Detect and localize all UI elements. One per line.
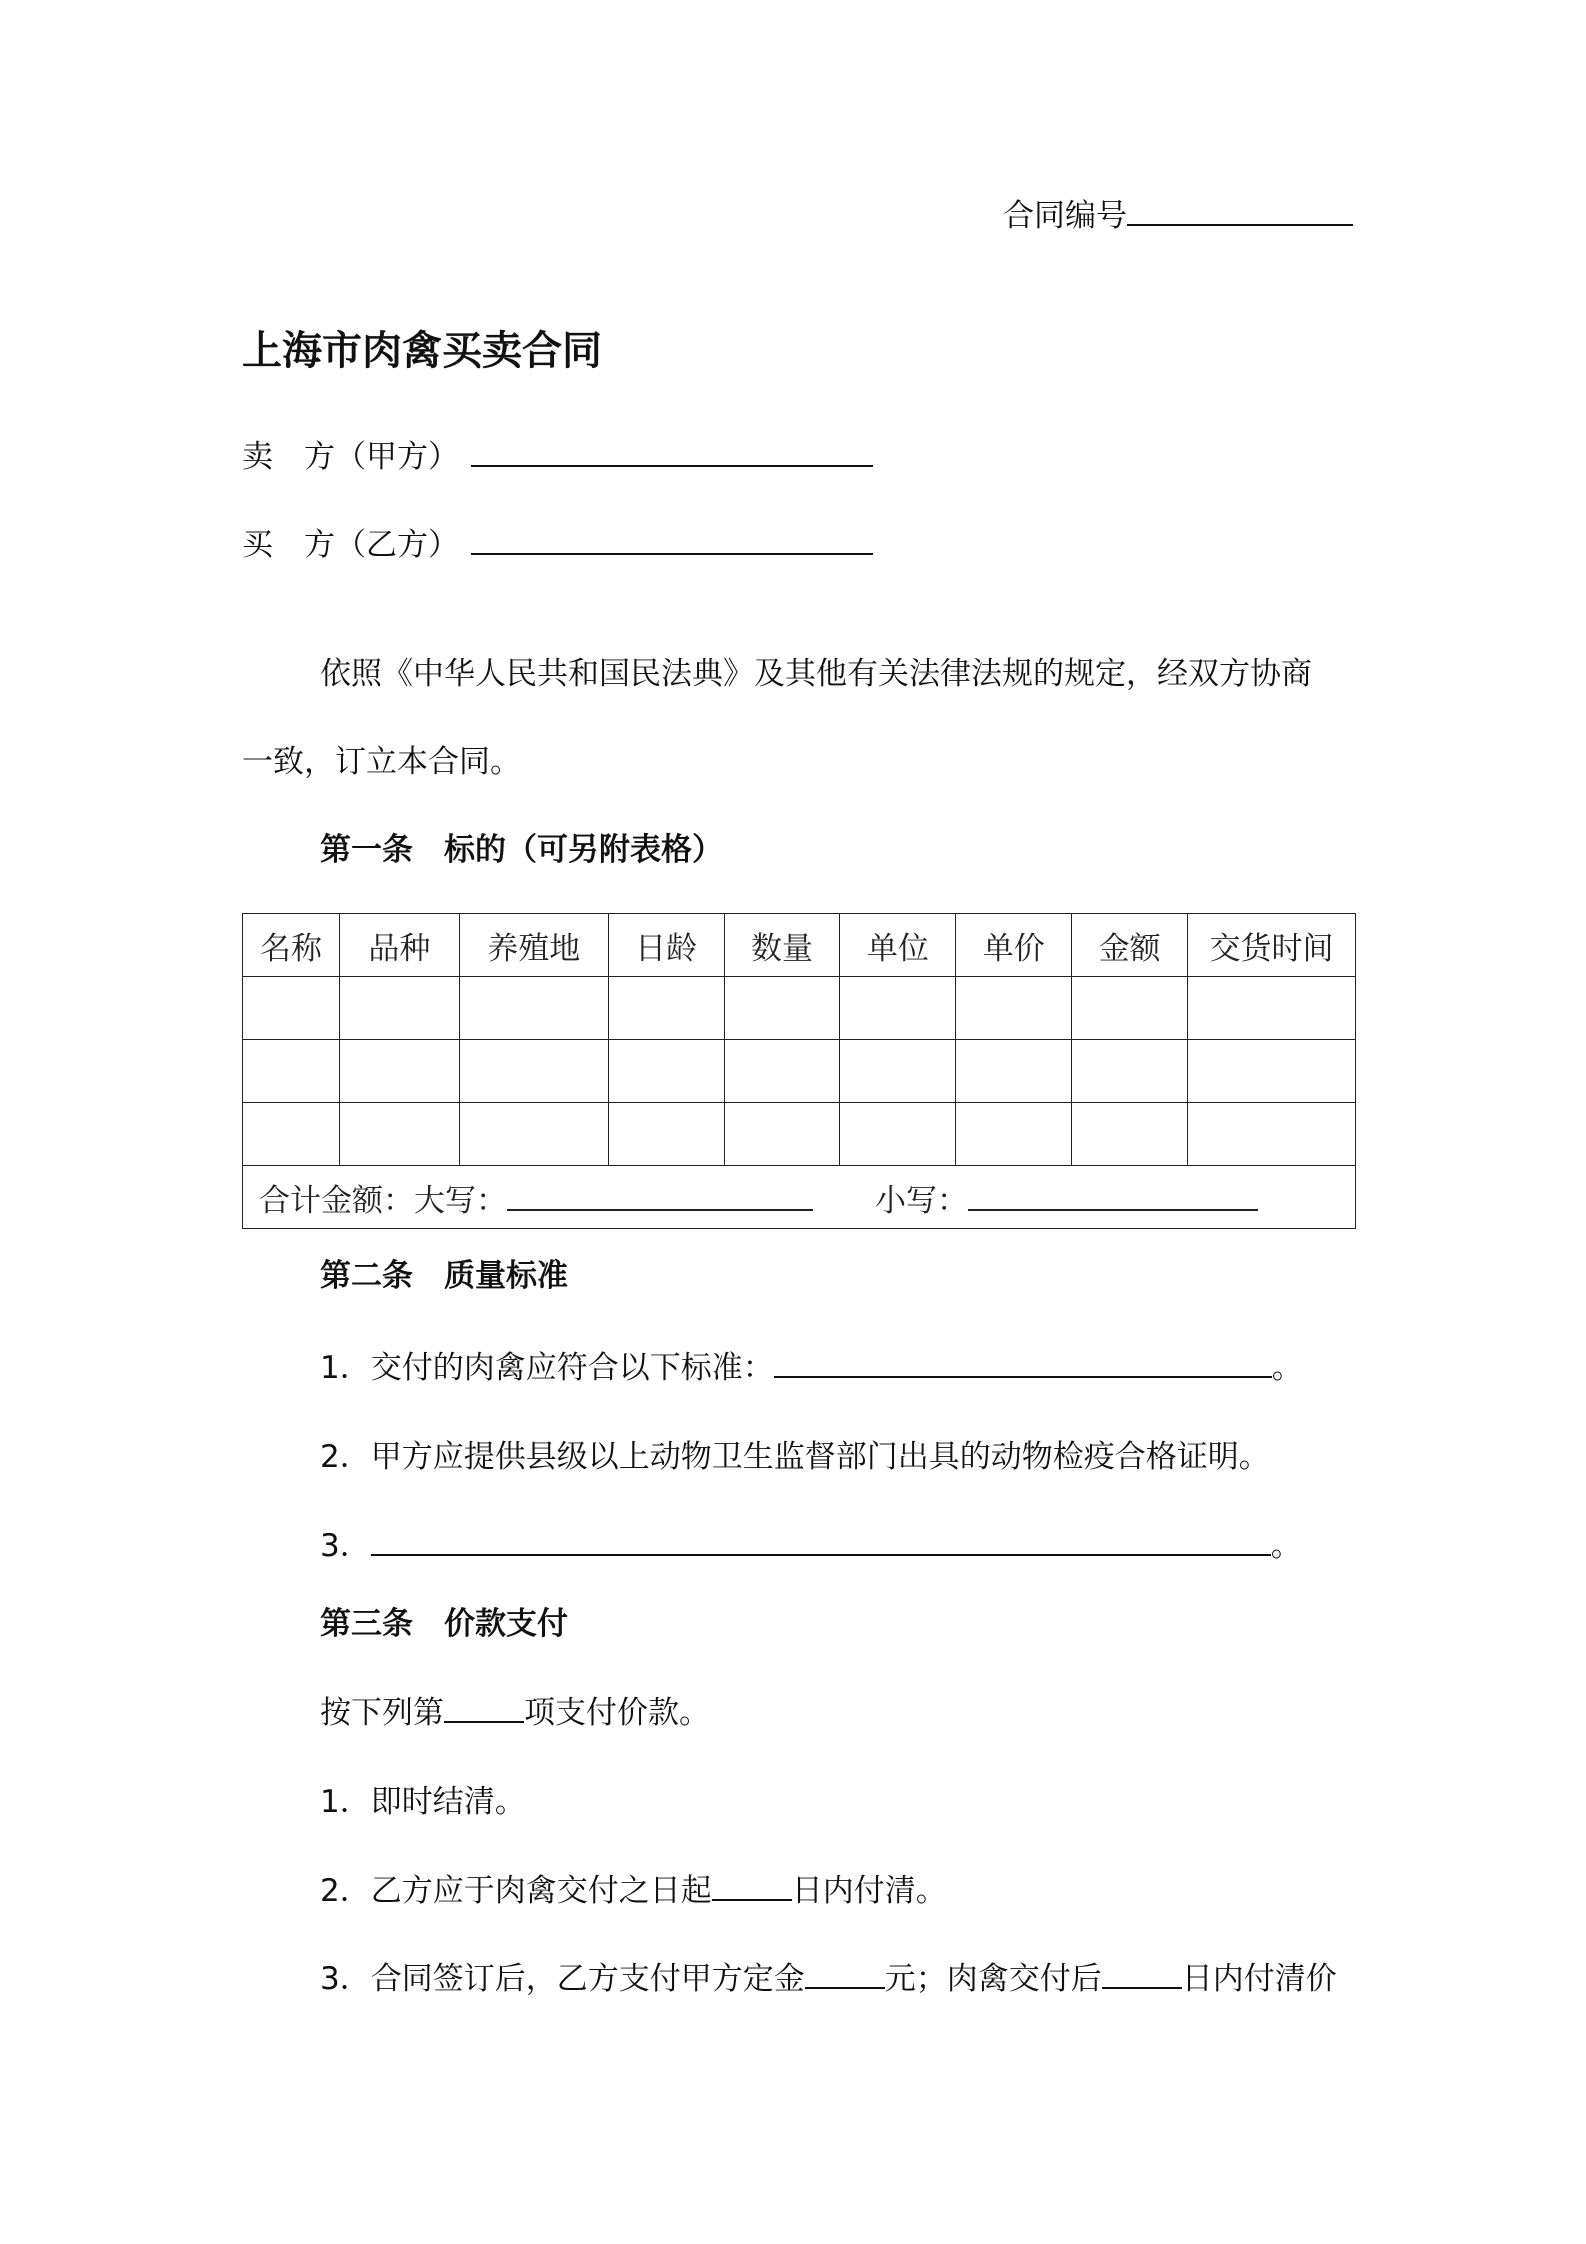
header-age-days: 日龄 (608, 914, 724, 977)
goods-table-header-row (243, 914, 1356, 977)
buyer-label: 买 方（乙方） (242, 527, 459, 563)
table-cell[interactable] (840, 1103, 956, 1166)
contract-number-label: 合同编号 (1003, 198, 1127, 234)
buyer-field[interactable] (471, 525, 873, 555)
total-amount-cell (243, 1166, 1356, 1229)
table-cell[interactable] (1188, 1040, 1356, 1103)
article-3-item-1: 1．即时结清。 (320, 1784, 526, 1820)
article-3-heading: 第三条 价款支付 (320, 1606, 568, 1642)
header-unit: 单位 (840, 914, 956, 977)
header-quantity: 数量 (724, 914, 840, 977)
table-cell[interactable] (840, 1040, 956, 1103)
article-3-item-3 (320, 1959, 1337, 1999)
table-cell[interactable] (339, 1103, 459, 1166)
article-3-item-2-prefix: 2．乙方应于肉禽交付之日起 (320, 1873, 712, 1909)
table-cell[interactable] (1188, 977, 1356, 1040)
article-2-item-3-field[interactable] (371, 1526, 1271, 1556)
preamble-line-1: 依照《中华人民共和国民法典》及其他有关法律法规的规定，经双方协商 (320, 656, 1312, 692)
table-cell[interactable] (1072, 1103, 1188, 1166)
header-delivery-time: 交货时间 (1188, 914, 1356, 977)
article-2-item-3 (320, 1526, 1302, 1566)
table-row (243, 977, 1356, 1040)
table-cell[interactable] (243, 977, 340, 1040)
contract-number-field[interactable] (1127, 196, 1353, 226)
table-cell[interactable] (339, 977, 459, 1040)
table-row (243, 1040, 1356, 1103)
article-2-item-1 (320, 1348, 1303, 1388)
article-2-item-3-period: 。 (1270, 1528, 1302, 1564)
goods-table (242, 913, 1356, 1229)
table-cell[interactable] (459, 1040, 608, 1103)
table-cell[interactable] (243, 1103, 340, 1166)
table-cell[interactable] (608, 1040, 724, 1103)
table-cell[interactable] (724, 977, 840, 1040)
article-2-heading: 第二条 质量标准 (320, 1258, 568, 1294)
table-cell[interactable] (1072, 1040, 1188, 1103)
article-3-intro-prefix: 按下列第 (320, 1695, 444, 1731)
deposit-amount-field[interactable] (805, 1959, 885, 1989)
table-cell[interactable] (608, 1103, 724, 1166)
payment-option-field[interactable] (444, 1693, 524, 1723)
seller-row (242, 437, 873, 477)
buyer-row (242, 525, 873, 565)
table-cell[interactable] (724, 1103, 840, 1166)
article-3-intro-suffix: 项支付价款。 (524, 1695, 710, 1731)
seller-label: 卖 方（甲方） (242, 439, 459, 475)
document-title: 上海市肉禽买卖合同 (242, 328, 602, 374)
article-3-item-3-part-2: 元；肉禽交付后 (884, 1961, 1102, 1997)
article-3-intro (320, 1693, 710, 1733)
balance-days-field[interactable] (1102, 1959, 1182, 1989)
table-cell[interactable] (1072, 977, 1188, 1040)
table-cell[interactable] (459, 977, 608, 1040)
header-variety: 品种 (339, 914, 459, 977)
goods-table-total-row (243, 1166, 1356, 1229)
quality-standard-field[interactable] (774, 1348, 1272, 1378)
table-cell[interactable] (608, 977, 724, 1040)
header-unit-price: 单价 (956, 914, 1072, 977)
preamble-line-2: 一致，订立本合同。 (242, 744, 521, 780)
total-uppercase-label: 合计金额：大写： (259, 1182, 507, 1219)
article-3-item-3-part-3: 日内付清价 (1181, 1961, 1337, 1997)
table-cell[interactable] (956, 1040, 1072, 1103)
table-cell[interactable] (840, 977, 956, 1040)
table-row (243, 1103, 1356, 1166)
article-2-item-2: 2．甲方应提供县级以上动物卫生监督部门出具的动物检疫合格证明。 (320, 1439, 1270, 1475)
table-cell[interactable] (339, 1040, 459, 1103)
article-2-item-3-number: 3． (320, 1528, 371, 1564)
table-cell[interactable] (956, 977, 1072, 1040)
contract-number-row (1003, 196, 1353, 236)
total-figures-field[interactable] (968, 1183, 1258, 1211)
header-amount: 金额 (1072, 914, 1188, 977)
table-cell[interactable] (243, 1040, 340, 1103)
total-uppercase-field[interactable] (507, 1183, 813, 1211)
payment-days-field[interactable] (712, 1871, 792, 1901)
article-2-item-1-text: 1．交付的肉禽应符合以下标准： (320, 1350, 774, 1386)
article-3-item-3-part-1: 3．合同签订后，乙方支付甲方定金 (320, 1961, 805, 1997)
seller-field[interactable] (471, 437, 873, 467)
header-origin: 养殖地 (459, 914, 608, 977)
article-1-heading: 第一条 标的（可另附表格） (320, 832, 723, 868)
table-cell[interactable] (724, 1040, 840, 1103)
table-cell[interactable] (1188, 1103, 1356, 1166)
table-cell[interactable] (459, 1103, 608, 1166)
article-2-item-1-period: 。 (1271, 1350, 1303, 1386)
table-cell[interactable] (956, 1103, 1072, 1166)
header-name: 名称 (243, 914, 340, 977)
article-3-item-2 (320, 1871, 947, 1911)
article-3-item-2-suffix: 日内付清。 (791, 1873, 947, 1909)
total-figures-label: 小写： (875, 1182, 968, 1219)
